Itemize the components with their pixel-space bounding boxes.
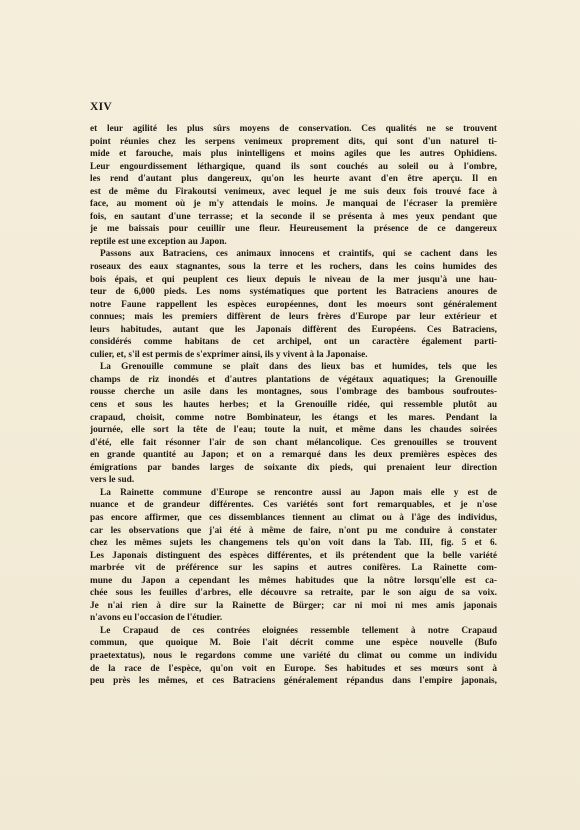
text-line: culier, et, s'il est permis de s'exprimer ainsi, ils y vivent à la Japonaise.: [90, 349, 368, 360]
text-line: d'été, elle fait résonner l'air de son chant mélancolique. Ces grenouilles se trouvent: [90, 437, 497, 448]
text-line: point réunies chez les serpens venimeux proprement dits, qui sont d'un naturel ti-: [90, 136, 497, 147]
text-line: La Grenouille commune se plaît dans des lieux bas et humides, tels que les: [100, 362, 497, 373]
text-line: Leur engourdissement léthargique, quand ils sont couchés au soleil ou à l'ombre,: [90, 161, 497, 172]
text-line: Les Japonais distinguent des espèces différentes, et ils prétendent que la belle variété: [90, 550, 497, 561]
text-line: Passons aux Batraciens, ces animaux innocens et craintifs, qui se cachent dans les: [100, 249, 497, 260]
page-number: XIV: [90, 101, 112, 113]
text-line: journée, elle sort la tête de l'eau; toute la nuit, et même dans les chaudes soirées: [90, 425, 497, 436]
text-line: crapaud, choisit, comme notre Bombinateur, les étangs et les mares. Pendant la: [90, 412, 497, 423]
text-line: rousse cherche un asile dans les montagnes, sous l'ombrage des bambous soufroutes-: [90, 387, 497, 398]
text-line: de la race de l'espèce, qu'on voit en Europe. Ses habitudes et ses mœurs sont à: [90, 663, 497, 674]
text-line: est de même du Firakoutsi venimeux, avec lequel je me suis deux fois trouvé face à: [90, 186, 497, 197]
body-text: [90, 123, 497, 688]
text-line: en grande quantité au Japon; et on a remarqué dans les deux premières espèces des: [90, 450, 497, 461]
text-line: considérés comme habitans de cet archipel, ont un caractère également parti-: [90, 337, 497, 348]
text-line: champs de riz inondés et d'autres plantations de végétaux aquatiques; la Grenouille: [90, 374, 497, 385]
text-line: mune du Japon a cependant les mêmes habitudes que la nôtre lorsqu'elle est ca-: [90, 575, 497, 586]
text-line: notre Faune rappellent les espèces européennes, dont les moeurs sont généralement: [90, 299, 497, 310]
text-line: et leur agilité les plus sûrs moyens de conservation. Ces qualités ne se trouvent: [90, 124, 497, 134]
text-line: les rend d'autant plus dangereux, qu'on les heurte avant d'en être aperçu. Il en: [90, 174, 497, 185]
text-line: car les observations que j'ai été à même de faire, n'ont pu me conduire à constater: [90, 525, 497, 536]
text-line: émigrations par bandes larges de soixante dix pieds, qui prenaient leur direction: [90, 462, 497, 473]
text-line: praetextatus), nous le regardons comme une variété du climat ou comme un individu: [90, 650, 497, 661]
text-line: nuance et de grandeur différentes. Ces variétés sont fort remarquables, et je n'ose: [90, 500, 497, 511]
text-line: Le Crapaud de ces contrées eloignées ressemble tellement à notre Crapaud: [100, 625, 497, 636]
text-line: connues; mais les premiers diffèrent de leurs frères d'Europe par leur extérieur et: [90, 312, 497, 323]
text-line: cens et sous les hautes herbes; et la Grenouille ridée, qui ressemble plutôt au: [90, 400, 497, 411]
text-line: commun, que quoique M. Boie l'ait décrit comme une espèce nouvelle (Bufo: [90, 638, 497, 649]
text-line: Je n'ai rien à dire sur la Rainette de Bürger; car ni moi ni mes amis japonais: [90, 600, 497, 611]
text-line: marbrée vit de préférence sur les sapins et autres conifères. La Rainette com-: [90, 563, 497, 574]
text-line: reptile est une exception au Japon.: [90, 236, 227, 247]
text-line: leurs habitudes, autant que les Japonais diffèrent des Européens. Ces Batraciens,: [90, 324, 497, 335]
text-line: vers le sud.: [90, 475, 135, 486]
text-line: face, au moment où je m'y attendais le moins. Je manquai de l'écraser la première: [90, 199, 497, 210]
text-line: mide et farouche, mais plus inintelligens et moins agiles que les autres Ophidiens.: [90, 149, 497, 160]
text-line: fois, en sautant d'une terrasse; et la seconde il se présenta à mes yeux pendant que: [90, 211, 497, 222]
text-line: pas encore affirmer, que ces dissemblances tiennent au climat ou à l'âge des individus,: [90, 512, 497, 523]
text-line: chez les mêmes sujets les changemens tels qu'on voit dans la Tab. III, fig. 5 et 6.: [90, 538, 497, 549]
text-line: chée sous les feuilles d'arbres, elle découvre sa retraite, par le son aigu de sa voix.: [90, 588, 497, 599]
text-line: n'avons eu l'occasion de l'étudier.: [90, 613, 223, 624]
text-line: teur de 6,000 pieds. Les noms systématiques que portent les Batraciens anoures de: [90, 287, 497, 298]
text-line: peu près les mêmes, et ces Batraciens généralement répandus dans l'empire japonais,: [90, 676, 497, 687]
text-line: bois épais, et qui peuplent ces lieux depuis le niveau de la mer jusqu'à une hau-: [90, 274, 497, 285]
text-line: je me baissais pour ceuillir une fleur. Heureusement la présence de ce dangereux: [90, 224, 497, 235]
text-line: roseaux des eaux stagnantes, sous la terre et les rochers, dans les coins humides des: [90, 262, 497, 273]
text-line: La Rainette commune d'Europe se rencontre aussi au Japon mais elle y est de: [100, 487, 497, 498]
